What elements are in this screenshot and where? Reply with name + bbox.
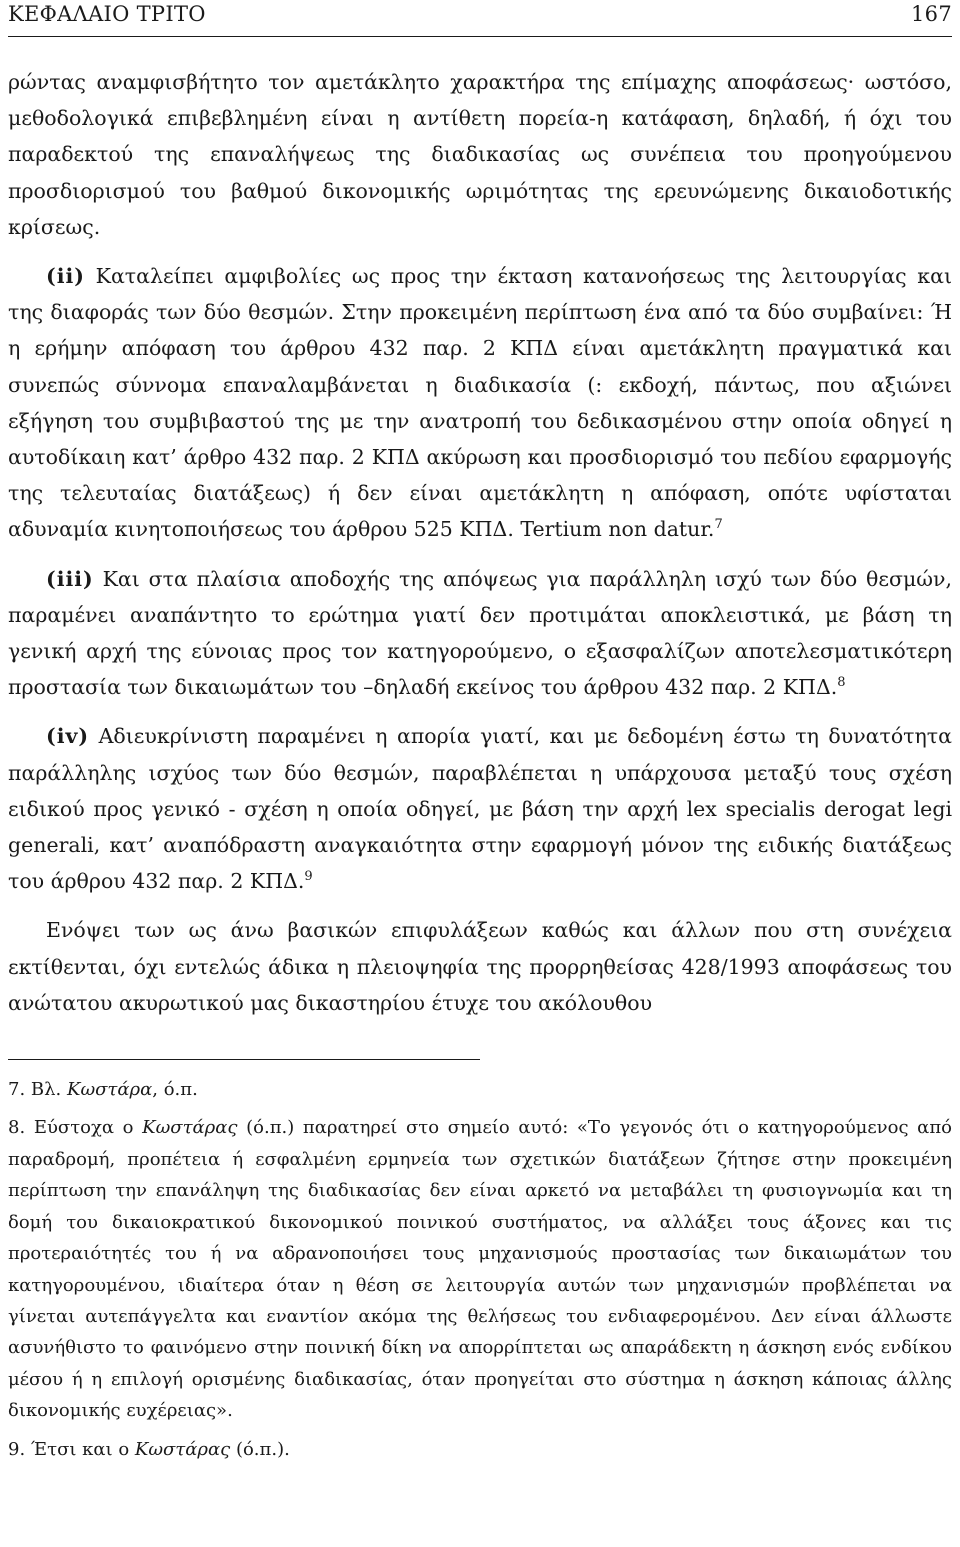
- author-name: Κωστάρας: [142, 1117, 238, 1139]
- paragraph-text: Και στα πλαίσια αποδοχής της απόψεως για παράλληλη ισχύ των δύο θεσμών, παραμένει αναπάντητο το ερώτημα γιατί δεν προτιμάται αποκλειστικά, με βάση τη γενική αρχή της εύνοιας προς τον κατηγορούμενο, ο εξασφαλίζων αποτελεσματικότερη προστασία των δικαιωμάτων του –δηλαδή εκείνος του άρθρου 432 παρ. 2 ΚΠΔ.: [8, 566, 952, 700]
- footnote-9: 9. Έτσι και ο Κωστάρας (ό.π.).: [8, 1438, 290, 1460]
- chapter-title: ΚΕΦΑΛΑΙΟ ΤΡΙΤΟ: [8, 2, 206, 26]
- footnote-ref: 8: [837, 675, 846, 691]
- paragraph-text: Καταλείπει αμφιβολίες ως προς την έκταση κατανοήσεως της λειτουργίας και της διαφοράς των δύο θεσμών. Στην προκειμένη περίπτωση ένα από τα δύο συμβαίνει: Ή η ερήμην απόφαση του άρθρου 432 παρ. 2 ΚΠΔ είναι αμετάκλητη πραγματικά και συνεπώς σύννομα επαναλαμβάνεται η διαδικασία (: εκδοχή, πάντως, που αξιώνει εξήγηση του συμβιβαστού της με την ανατροπή του δεδικασμένου στην οποία οδηγεί η αυτοδίκαιη κατ’ άρθρο 432 παρ. 2 ΚΠΔ ακύρωση και προσδιορισμό του πεδίου εφαρμογής της τελευταίας διατάξεως) ή δεν είναι αμετάκλητη η απόφαση, οπότε υφίσταται αδυναμία κινητοποιήσεως του άρθρου 525 ΚΠΔ. Tertium non datur.: [8, 264, 952, 542]
- footnote-separator: [8, 1059, 480, 1060]
- header-rule: [8, 36, 952, 37]
- footnote-7: 7. Βλ. Κωστάρα, ό.π.: [8, 1079, 198, 1101]
- paragraph-iii: [8, 561, 952, 706]
- footnote-ref: 7: [714, 517, 723, 533]
- enumeration-label: (ii): [46, 264, 85, 289]
- paragraph-ii: [8, 258, 952, 548]
- footnote-8: 8. Εύστοχα ο Κωστάρας (ό.π.) παρατηρεί στο σημείο αυτό: «Το γεγονός ότι ο κατηγορούμενος από παραδρομή, προπέτεια ή εσφαλμένη ερμηνεία των σχετικών διατάξεων ζήτησε στην προκειμένη περίπτωση την επανάληψη της διαδικασίας δεν είναι αρκετό να μεταβάλει τη φυσιογνωμία και τη δομή του δικαιοκρατικού δικονομικού ποινικού συστήματος, να αλλάξει τους άξονες και τις προτεραιότητές του ή να αδρανοποιήσει τους μηχανισμούς προστασίας των δικαιωμάτων του κατηγορουμένου, ιδιαίτερα όταν η θέση σε λειτουργία αυτών των μηχανισμών προβλέπεται να γίνεται αυτεπάγγελτα και εναντίον ακόμα της θελήσεως του ενδιαφερομένου. Δεν είναι άλλωστε ασυνήθιστο το φαινόμενο στην ποινική δίκη να απορρίπτεται ως απαράδεκτη η άσκηση ενός ενδίκου μέσου ή η επιλογή ορισμένης διαδικασίας, όταν προηγείται στο σύστημα η άσκηση κάποιας άλλης δικονομικής ευχέρειας».: [8, 1117, 952, 1422]
- author-name: Κωστάρας: [134, 1438, 231, 1460]
- paragraph-continuation: ρώντας αναμφισβήτητο τον αμετάκλητο χαρακτήρα της επίμαχης αποφάσεως· ωστόσο, μεθοδολογικά επιβεβλημένη είναι η αντίθετη πορεία-η κατάφαση, δηλαδή, ή όχι του παραδεκτού της επαναλήψεως της διαδικασίας ως συνέπεια του προηγούμενου προσδιορισμού του βαθμού δικονομικής ωριμότητας της ερευνώμενης δικαιοδοτικής κρίσεως.: [8, 70, 952, 239]
- book-page: [8, 0, 952, 1472]
- enumeration-label: (iii): [46, 566, 94, 591]
- main-text: [8, 64, 952, 1021]
- footnotes: [8, 1074, 952, 1465]
- author-name: Κωστάρα: [67, 1079, 153, 1101]
- page-number: 167: [911, 2, 952, 26]
- paragraph-conclusion: Ενόψει των ως άνω βασικών επιφυλάξεων καθώς και άλλων που στη συνέχεια εκτίθενται, όχι εντελώς άδικα η πλειοψηφία της προρρηθείσας 428/1993 αποφάσεως του ανώτατου ακυρωτικού μας δικαστηρίου έτυχε του ακόλουθου: [8, 918, 952, 1015]
- running-head: [8, 0, 952, 32]
- paragraph-iv: [8, 718, 952, 899]
- paragraph-text: Αδιευκρίνιστη παραμένει η απορία γιατί, και με δεδομένη έστω τη δυνατότητα παράλληλης ισχύος των δύο θεσμών, παραβλέπεται η υπάρχουσα μεταξύ τους σχέση ειδικού προς γενικό - σχέση η οποία οδηγεί, με βάση την αρχή lex specialis derogat legi generali, κατ’ αναπόδραστη αναγκαιότητα στην εφαρμογή μόνον της ειδικής διατάξεως του άρθρου 432 παρ. 2 ΚΠΔ.: [8, 724, 952, 894]
- footnote-ref: 9: [304, 869, 313, 885]
- enumeration-label: (iv): [46, 724, 90, 749]
